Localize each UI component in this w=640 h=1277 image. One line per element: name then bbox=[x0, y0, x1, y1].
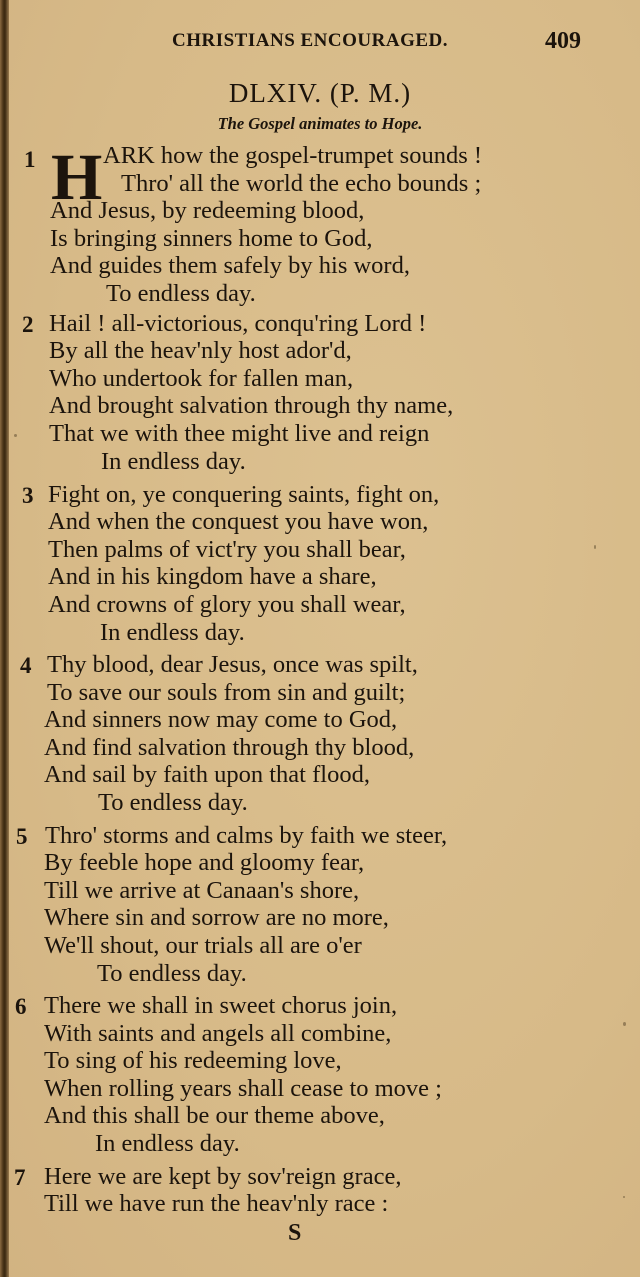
paper-speck bbox=[594, 545, 596, 549]
verse-refrain: To endless day. bbox=[98, 789, 248, 816]
verse-line: Hail ! all-victorious, conqu'ring Lord ! bbox=[49, 310, 427, 337]
verse-number: 6 bbox=[15, 994, 27, 1019]
catchword-signature-mark: S bbox=[288, 1220, 302, 1246]
verse-number: 2 bbox=[22, 312, 34, 337]
verse-line: And this shall be our theme above, bbox=[44, 1102, 385, 1129]
verse-line: Where sin and sorrow are no more, bbox=[44, 904, 389, 931]
verse-line: ARK how the gospel-trumpet sounds ! bbox=[103, 142, 483, 169]
verse-number: 4 bbox=[20, 653, 32, 678]
verse-line: To sing of his redeeming love, bbox=[44, 1047, 342, 1074]
verse-line: That we with thee might live and reign bbox=[49, 420, 430, 447]
verse-refrain: To endless day. bbox=[106, 280, 256, 307]
verse-line: And brought salvation through thy name, bbox=[49, 392, 454, 419]
drop-cap: H bbox=[51, 141, 103, 214]
verse-line: Then palms of vict'ry you shall bear, bbox=[48, 536, 406, 563]
verse-number: 7 bbox=[14, 1165, 26, 1190]
verse-line: We'll shout, our trials all are o'er bbox=[44, 932, 362, 959]
verse-line: Who undertook for fallen man, bbox=[49, 365, 354, 392]
verse-number: 1 bbox=[24, 147, 36, 172]
verse-line: Here we are kept by sov'reign grace, bbox=[44, 1163, 402, 1190]
book-spine-edge bbox=[0, 0, 9, 1277]
verse-line: By all the heav'nly host ador'd, bbox=[49, 337, 352, 364]
verse-number: 5 bbox=[16, 824, 28, 849]
verse-line: Thy blood, dear Jesus, once was spilt, bbox=[47, 651, 418, 678]
running-head bbox=[0, 30, 640, 60]
verse-line: And find salvation through thy blood, bbox=[44, 734, 415, 761]
running-title: CHRISTIANS ENCOURAGED. bbox=[172, 30, 448, 51]
verse-line: And in his kingdom have a share, bbox=[48, 563, 377, 590]
verse-line: Till we arrive at Canaan's shore, bbox=[44, 877, 360, 904]
verse-line: Fight on, ye conquering saints, fight on, bbox=[48, 481, 440, 508]
verse-line: And sinners now may come to God, bbox=[44, 706, 398, 733]
verse-line: When rolling years shall cease to move ; bbox=[44, 1075, 442, 1102]
paper-speck bbox=[14, 434, 17, 437]
verse-line: And crowns of glory you shall wear, bbox=[48, 591, 406, 618]
verse-line: By feeble hope and gloomy fear, bbox=[44, 849, 365, 876]
verse-refrain: In endless day. bbox=[100, 619, 245, 646]
verse-line: And when the conquest you have won, bbox=[48, 508, 429, 535]
verse-line: And Jesus, by redeeming blood, bbox=[50, 197, 365, 224]
verse-line: Thro' all the world the echo bounds ; bbox=[121, 170, 482, 197]
verse-line: Till we have run the heav'nly race : bbox=[44, 1190, 389, 1217]
verse-line: And guides them safely by his word, bbox=[50, 252, 410, 279]
verse-line: With saints and angels all combine, bbox=[44, 1020, 392, 1047]
paper-speck bbox=[623, 1022, 626, 1026]
hymn-subtitle: The Gospel animates to Hope. bbox=[217, 114, 423, 133]
verse-line: There we shall in sweet chorus join, bbox=[44, 992, 398, 1019]
hymn-number: DLXIV. (P. M.) bbox=[228, 78, 412, 108]
verse-refrain: In endless day. bbox=[101, 448, 246, 475]
paper-speck bbox=[623, 1196, 625, 1198]
verse-refrain: To endless day. bbox=[97, 960, 247, 987]
verse-line: And sail by faith upon that flood, bbox=[44, 761, 370, 788]
verse-line: Thro' storms and calms by faith we steer, bbox=[45, 822, 448, 849]
verse-line: To save our souls from sin and guilt; bbox=[47, 679, 406, 706]
verse-number: 3 bbox=[22, 483, 34, 508]
page-number: 409 bbox=[545, 28, 581, 54]
verse-line: Is bringing sinners home to God, bbox=[50, 225, 373, 252]
verse-refrain: In endless day. bbox=[95, 1130, 240, 1157]
